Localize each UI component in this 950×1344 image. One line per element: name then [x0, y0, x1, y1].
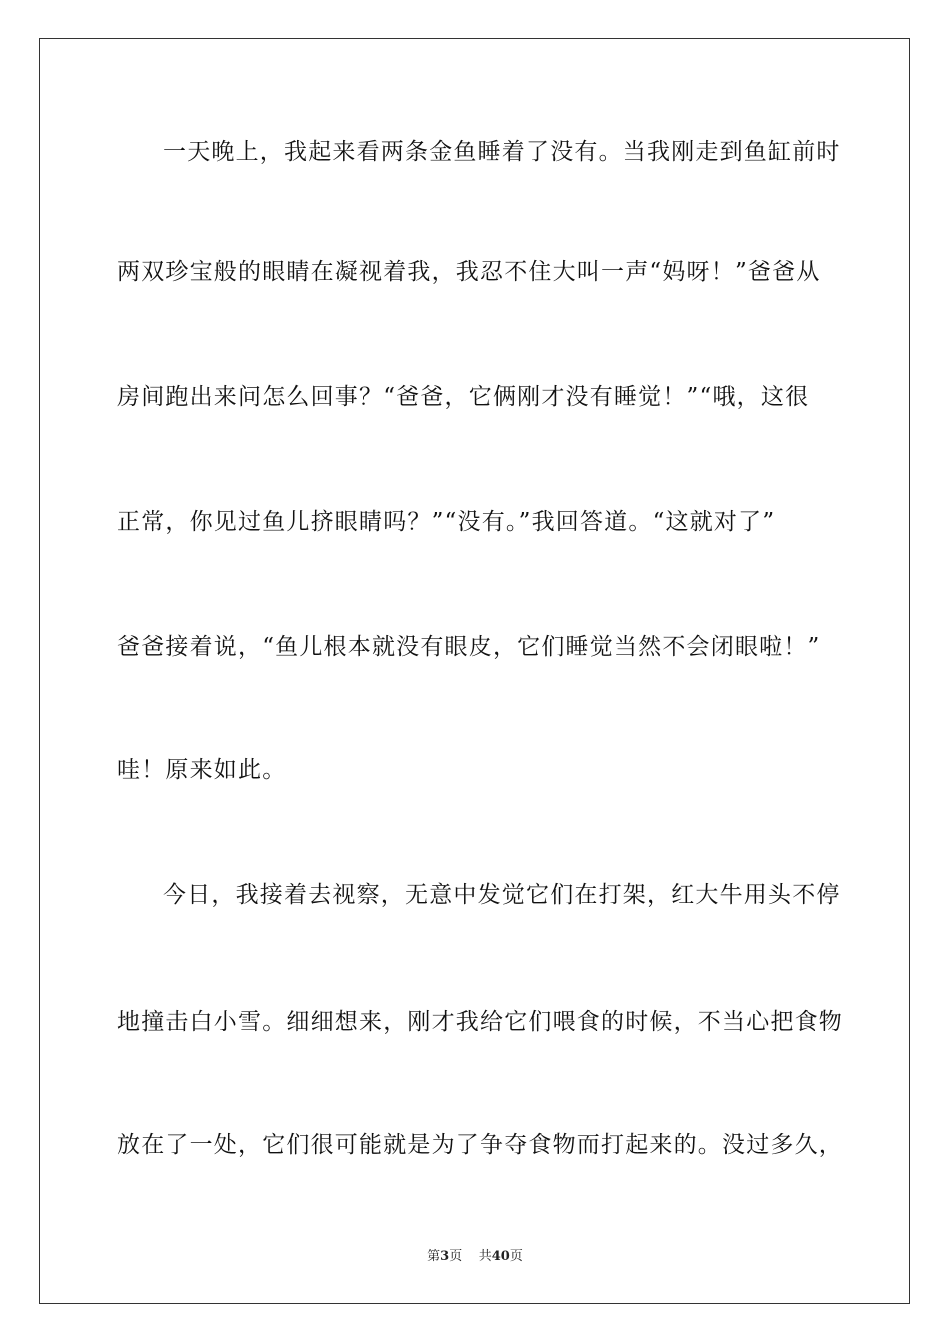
paragraph-line: 两双珍宝般的眼睛在凝视着我，我忍不住大叫一声“妈呀！”爸爸从 [117, 259, 821, 285]
paragraph-line: 房间跑出来问怎么回事？“爸爸，它俩刚才没有睡觉！”“哦，这很 [117, 384, 810, 410]
paragraph-line: 放在了一处，它们很可能就是为了争夺食物而打起来的。没过多久， [117, 1132, 843, 1158]
footer-page-number: 3 [440, 1249, 450, 1264]
paragraph-line: 哇！原来如此。 [117, 757, 287, 783]
paragraph-line: 正常，你见过鱼儿挤眼睛吗？”“没有。”我回答道。“这就对了” [117, 509, 776, 535]
paragraph-line: 地撞击白小雪。细细想来，刚才我给它们喂食的时候，不当心把食物 [117, 1009, 843, 1035]
paragraph-line: 爸爸接着说，“鱼儿根本就没有眼皮，它们睡觉当然不会闭眼啦！” [117, 634, 821, 660]
paragraph-line: 一天晚上，我起来看两条金鱼睡着了没有。当我刚走到鱼缸前时 [163, 139, 841, 165]
footer-page-prefix: 第 [427, 1249, 441, 1264]
footer-total-pages: 40 [491, 1249, 510, 1264]
footer-page-suffix: 页 [449, 1249, 463, 1264]
footer-total-suffix: 页 [509, 1249, 523, 1264]
paragraph-line: 今日，我接着去视察，无意中发觉它们在打架，红大牛用头不停 [163, 882, 841, 908]
page-border [39, 38, 910, 1304]
page-footer [0, 1248, 950, 1266]
footer-total-prefix: 共 [478, 1249, 492, 1264]
